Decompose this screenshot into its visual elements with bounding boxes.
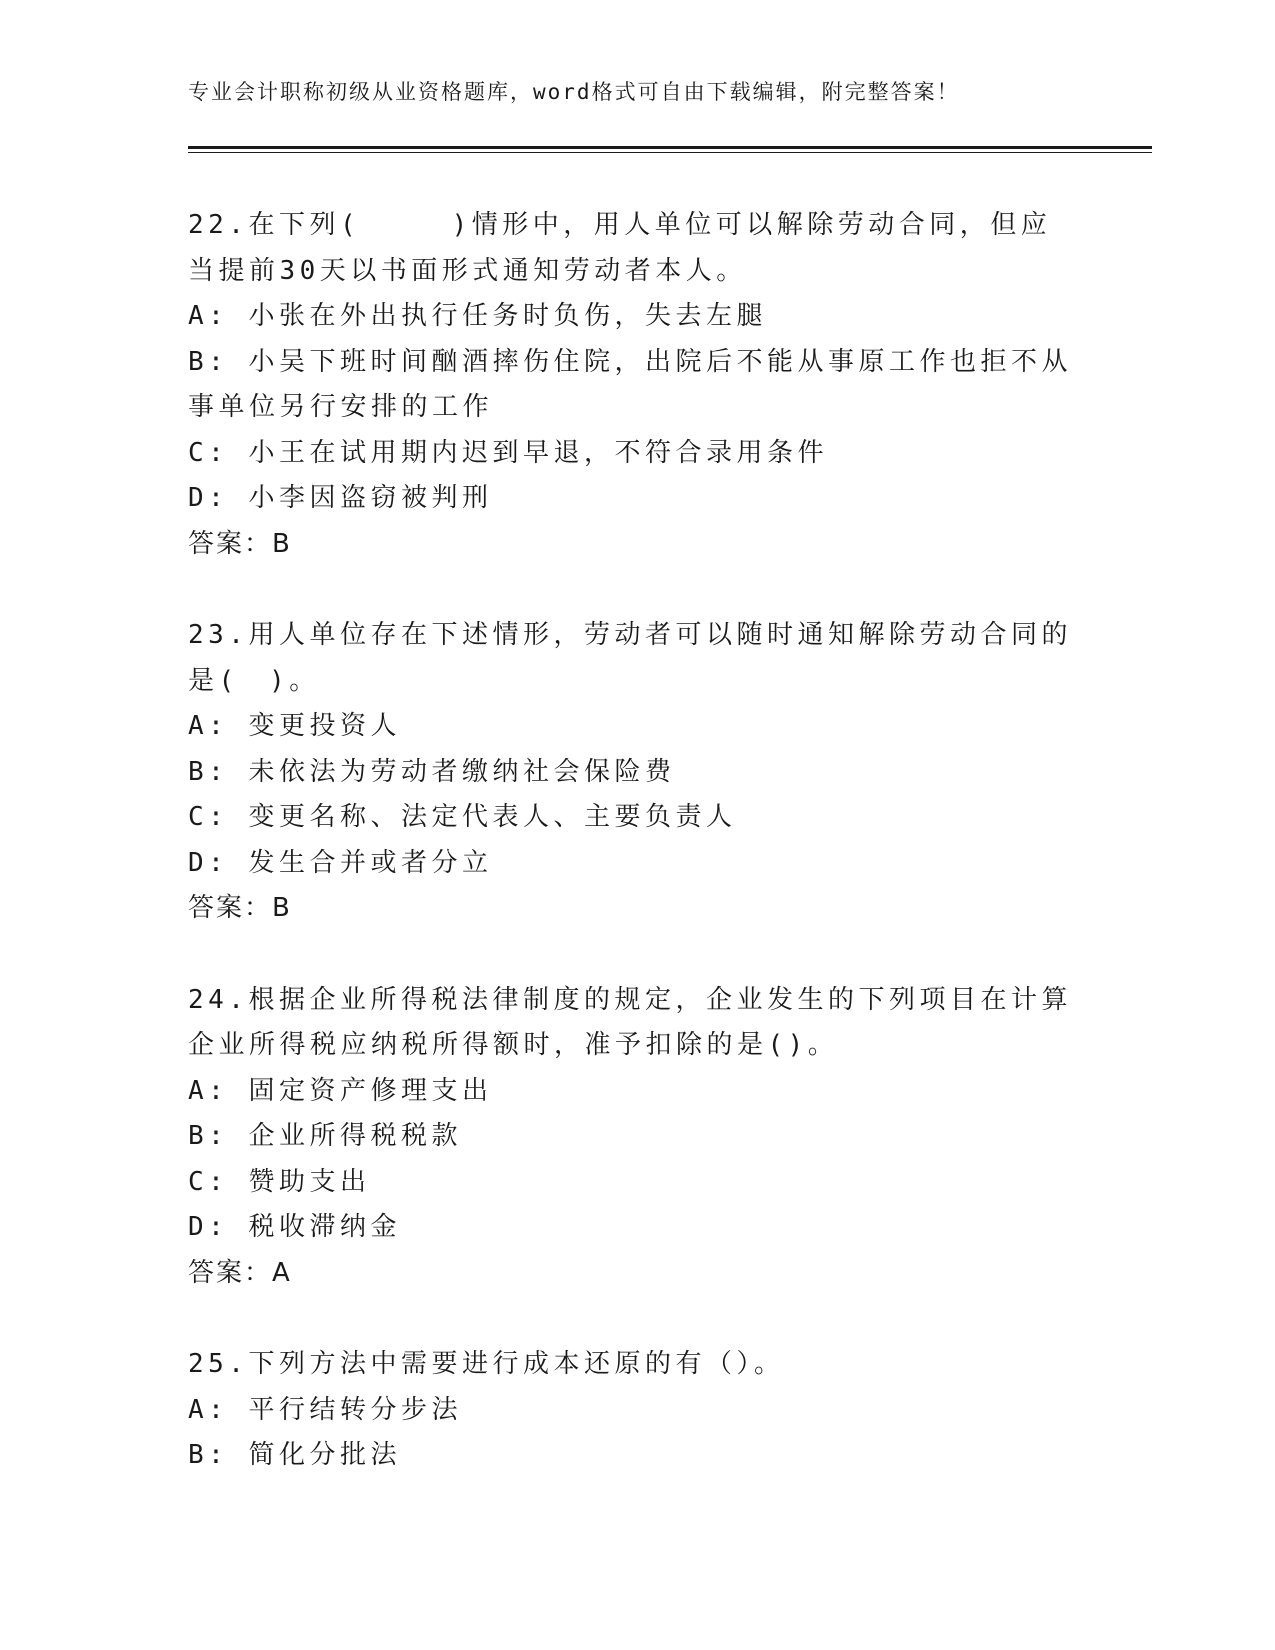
question-text: 22.在下列( )情形中，用人单位可以解除劳动合同，但应当提前30天以书面形式通知劳动者本人。: [188, 210, 1052, 286]
answer: 答案：A: [188, 1257, 292, 1288]
option-b: B: 未依法为劳动者缴纳社会保险费: [188, 756, 676, 787]
option-c: C: 小王在试用期内迟到早退，不符合录用条件: [188, 437, 828, 468]
question-24: [188, 978, 1078, 1297]
option-c: C: 赞助支出: [188, 1166, 371, 1197]
option-c: C: 变更名称、法定代表人、主要负责人: [188, 802, 737, 832]
answer: 答案：B: [188, 893, 292, 923]
question-text: 25.下列方法中需要进行成本还原的有（）。: [188, 1349, 785, 1379]
option-a: A: 小张在外出执行任务时负伤，失去左腿: [188, 301, 767, 331]
header-rule-thick: [188, 146, 1152, 149]
option-a: A: 变更投资人: [188, 711, 401, 741]
option-a: A: 平行结转分步法: [188, 1394, 462, 1425]
option-d: D: 税收滞纳金: [188, 1212, 401, 1242]
option-a: A: 固定资产修理支出: [188, 1075, 493, 1106]
question-text: 24.根据企业所得税法律制度的规定，企业发生的下列项目在计算企业所得税应纳税所得额时，准予扣除的是()。: [188, 984, 1072, 1060]
question-list: [188, 203, 1078, 1525]
option-b: B: 简化分批法: [188, 1440, 401, 1470]
option-d: D: 小李因盗窃被判刑: [188, 483, 493, 513]
answer: 答案：B: [188, 528, 292, 559]
option-b: B: 企业所得税税款: [188, 1121, 462, 1151]
question-25: [188, 1342, 1078, 1479]
option-b: B: 小吴下班时间酗酒摔伤住院，出院后不能从事原工作也拒不从事单位另行安排的工作: [188, 346, 1072, 422]
question-22: [188, 203, 1078, 567]
question-text: 23.用人单位存在下述情形，劳动者可以随时通知解除劳动合同的是( )。: [188, 620, 1072, 696]
header-rule-thin: [188, 152, 1152, 153]
option-d: D: 发生合并或者分立: [188, 847, 493, 878]
question-23: [188, 613, 1078, 932]
page-header: 专业会计职称初级从业资格题库，word格式可自由下载编辑，附完整答案！: [188, 80, 960, 104]
